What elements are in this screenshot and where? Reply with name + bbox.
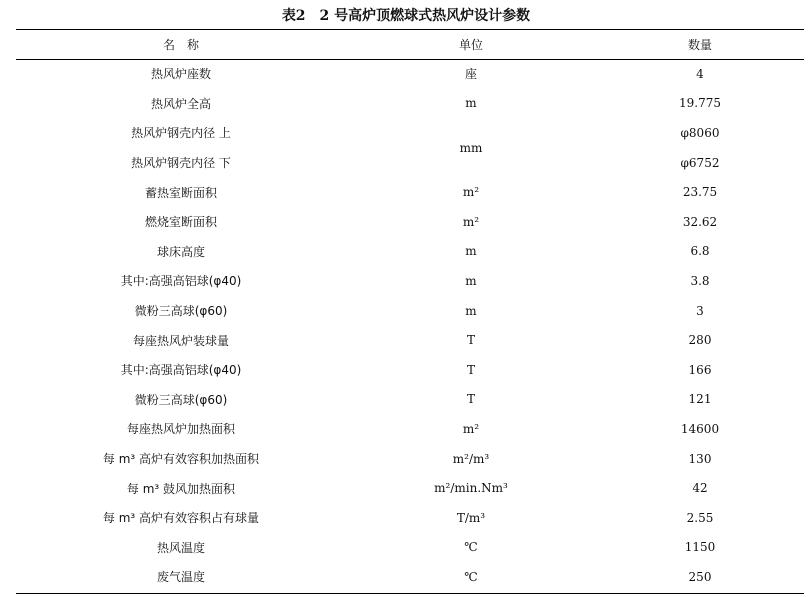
table-row [16,177,804,207]
row-value: 19.775 [679,96,721,111]
row-unit: m²/m³ [452,451,490,466]
row-unit: m² [462,185,480,200]
column-header-quantity: 数量 [687,38,712,52]
row-unit: T [466,362,475,377]
row-name: 燃烧室断面积 [144,215,217,230]
row-name: 微粉三高球(φ60) [134,304,228,319]
row-unit: m [465,244,477,259]
row-name: 热风炉钢壳内径 下 [131,156,231,171]
column-header-name: 名 称 [162,38,199,52]
row-name: 废气温度 [156,570,205,585]
row-value: 23.75 [682,185,718,200]
row-unit: T [466,392,475,407]
table-row [16,237,804,267]
row-unit: ℃ [464,569,478,584]
row-value: φ8060 [680,125,720,140]
row-value: 280 [688,333,712,348]
table-row [16,207,804,237]
table-row [16,266,804,296]
row-name: 热风炉座数 [150,67,211,82]
row-unit: m [465,303,477,318]
row-value: φ6752 [680,155,720,170]
row-unit: mm [459,140,483,155]
table-row [16,533,804,563]
row-unit: m² [462,421,480,436]
row-name: 每 m³ 高炉有效容积加热面积 [102,452,260,467]
row-name: 微粉三高球(φ60) [134,392,228,407]
row-unit: T [466,333,475,348]
row-value: 42 [692,481,708,496]
table-row [16,503,804,533]
table-row [16,296,804,326]
table-row [16,355,804,385]
row-unit: m [465,96,477,111]
header-row [16,30,804,59]
row-unit: m²/min.Nm³ [434,481,508,496]
table-row [16,562,804,592]
row-name: 其中:高强高铝球(φ40) [120,274,242,289]
row-value: 1150 [684,540,716,555]
row-value: 4 [696,66,704,81]
row-name: 蓄热室断面积 [144,185,217,200]
row-value: 14600 [680,421,720,436]
bottom-rule [16,593,804,594]
row-value: 121 [688,392,712,407]
row-unit: 座 [464,67,477,82]
row-value: 3.8 [690,273,710,288]
row-name: 其中:高强高铝球(φ40) [120,363,242,378]
row-unit: ℃ [464,540,478,555]
row-name: 每 m³ 高炉有效容积占有球量 [102,511,260,526]
column-header-unit: 单位 [458,38,483,52]
row-value: 2.55 [686,510,714,525]
table-row [16,385,804,415]
parameters-table [16,30,804,592]
row-name: 球床高度 [156,244,205,259]
row-value: 250 [688,569,712,584]
table-row [16,414,804,444]
row-value: 166 [688,362,712,377]
row-unit: T/m³ [456,510,486,525]
table-row [16,473,804,503]
row-name: 热风炉全高 [150,96,211,111]
table-row [16,89,804,119]
row-name: 热风炉钢壳内径 上 [131,126,231,141]
row-name: 每 m³ 鼓风加热面积 [126,481,236,496]
row-value: 3 [696,303,704,318]
table-row [16,118,804,148]
row-value: 130 [688,451,712,466]
row-unit: m² [462,214,480,229]
table-row [16,325,804,355]
row-name: 每座热风炉装球量 [132,333,229,348]
row-value: 6.8 [690,244,710,259]
row-value: 32.62 [682,214,718,229]
table-caption: 表2 2 号高炉顶燃球式热风炉设计参数 [281,8,531,24]
row-name: 热风温度 [156,540,205,555]
row-name: 每座热风炉加热面积 [126,422,235,437]
table-row [16,59,804,89]
table-row [16,444,804,474]
row-unit: m [465,273,477,288]
